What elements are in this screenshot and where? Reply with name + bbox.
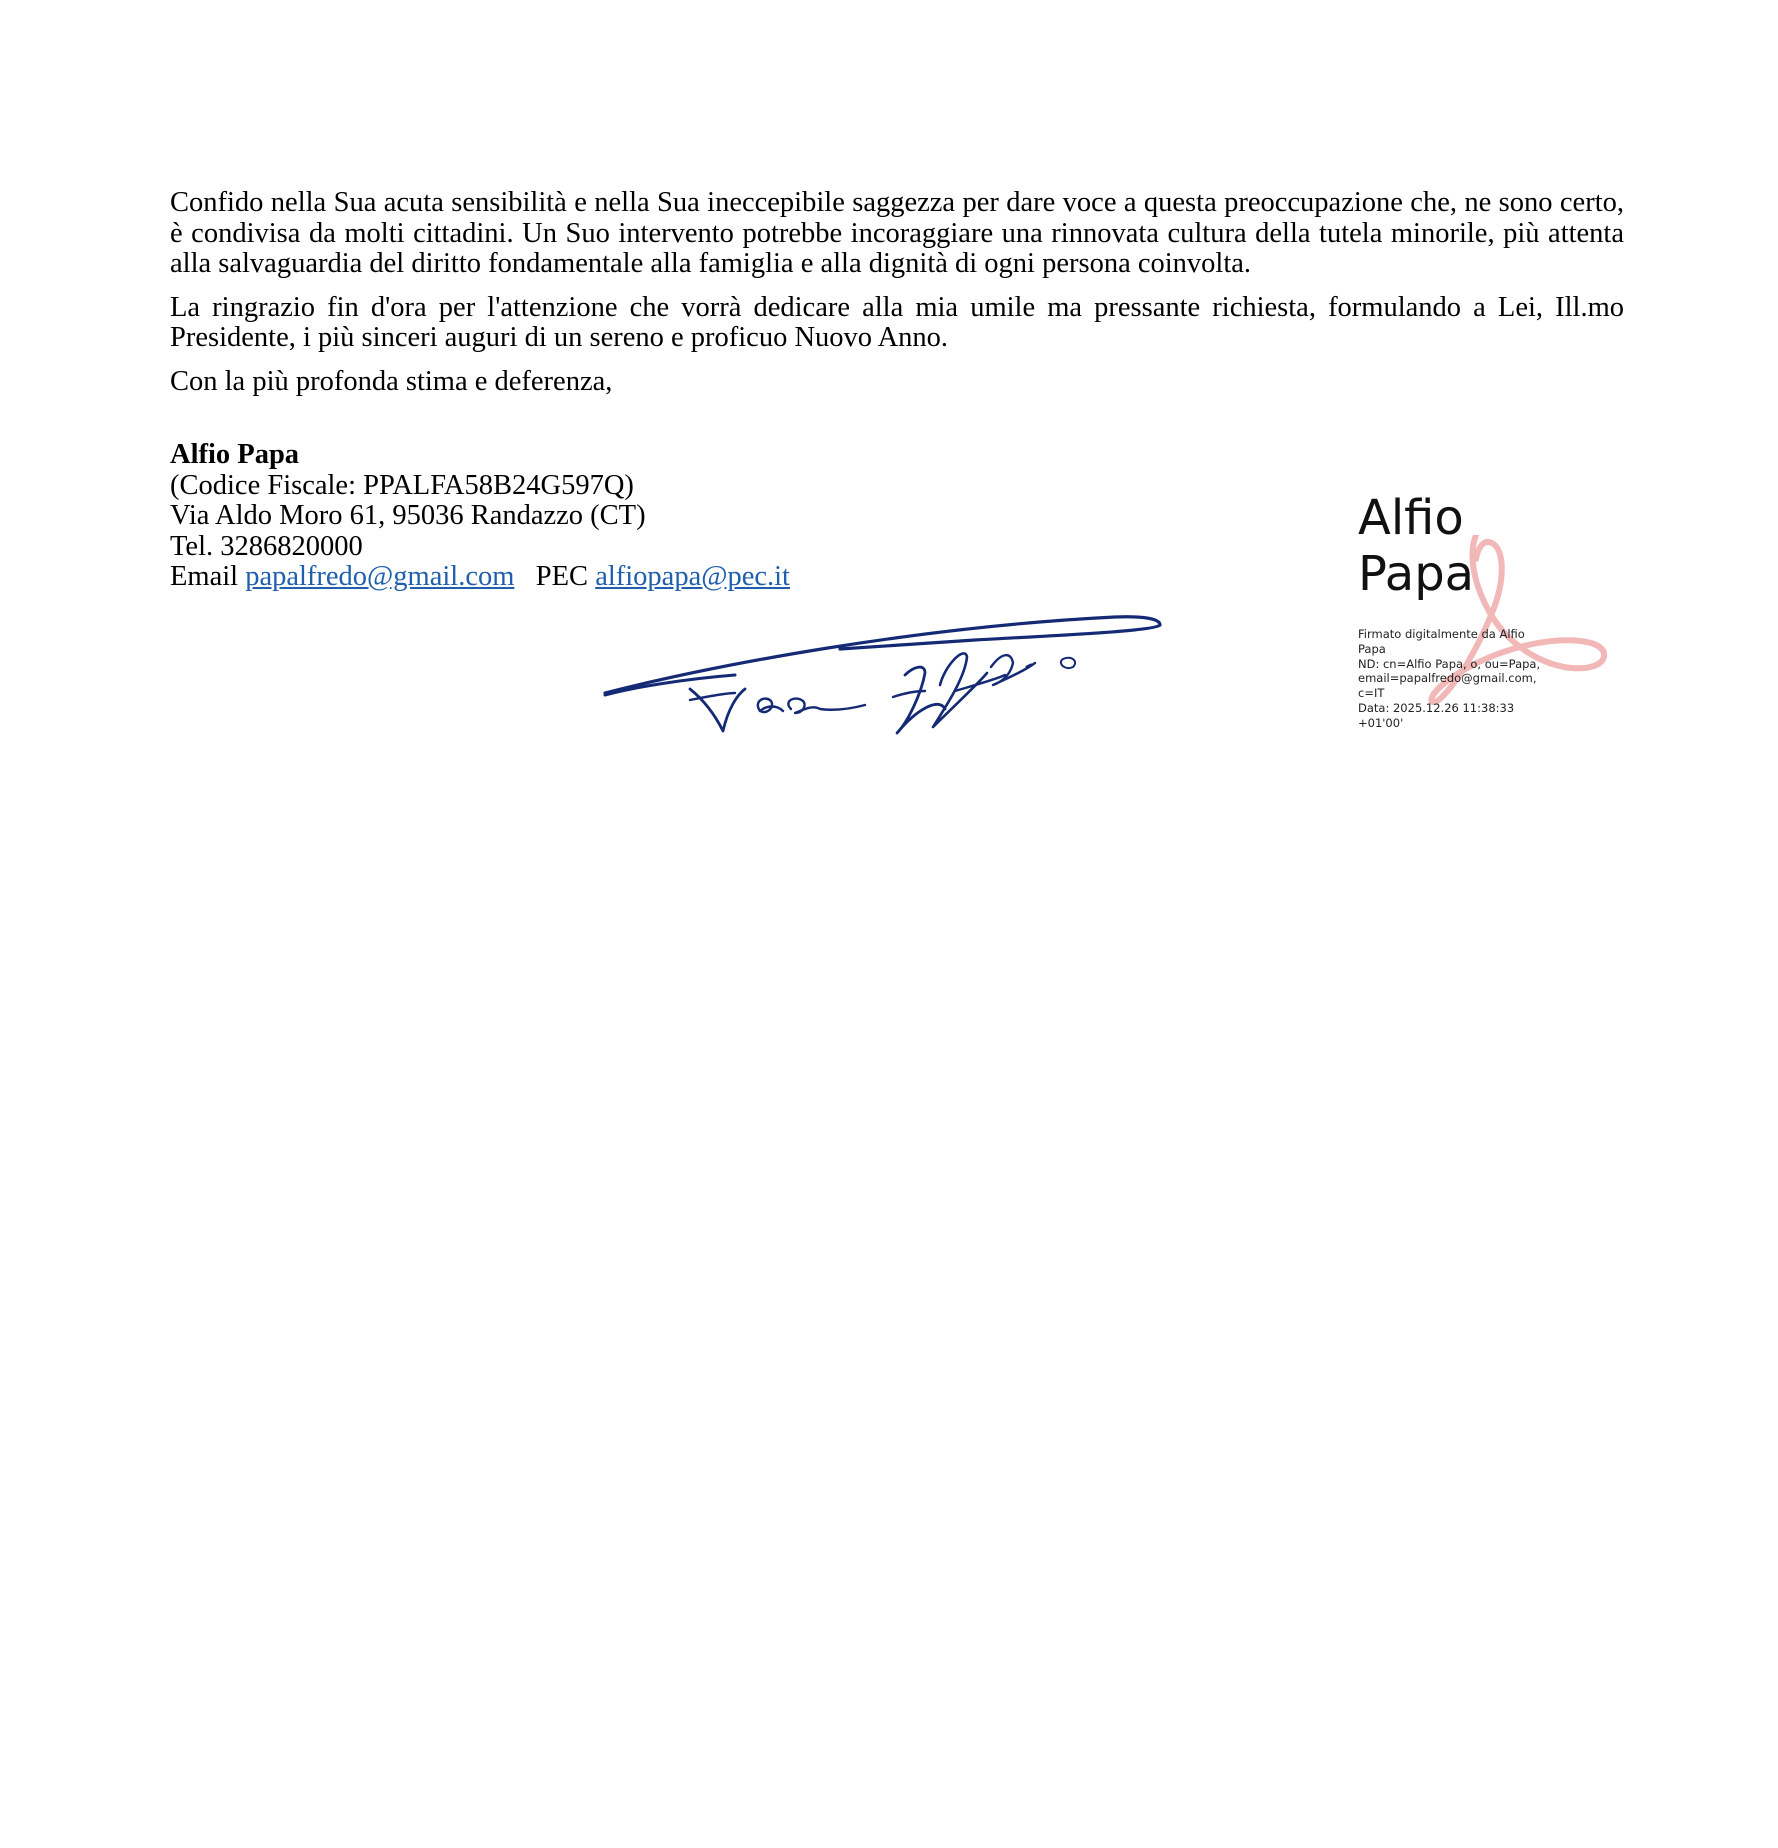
letter-body bbox=[170, 188, 1624, 411]
ds-detail-line: +01'00' bbox=[1358, 715, 1404, 730]
handwritten-signature bbox=[595, 605, 1295, 755]
pec-label: PEC bbox=[535, 561, 589, 592]
email-label: Email bbox=[170, 561, 239, 592]
fiscal-code: (Codice Fiscale: PPALFA58B24G597Q) bbox=[170, 469, 634, 501]
digital-signature-details bbox=[1358, 627, 1603, 731]
ds-detail-line: Firmato digitalmente da Alfio bbox=[1358, 627, 1525, 641]
contact-line bbox=[170, 562, 790, 593]
paragraph-1: Confido nella Sua acuta sensibilità e nella Sua ineccepibile saggezza per dare voce a questa preoccupazione che, ne sono certo, è condivisa da molti cittadini. Un Suo intervento potrebbe incoraggiare una rinnovata cultura della tutela minorile, più attenta alla salvaguardia del diritto fondamentale alla famiglia e alla dignità di ogni persona coinvolta. bbox=[170, 187, 1624, 279]
ds-detail-line: Data: 2025.12.26 11:38:33 bbox=[1358, 700, 1515, 715]
digital-signature-stamp bbox=[1358, 490, 1618, 740]
pec-link[interactable]: alfiopapa@pec.it bbox=[595, 561, 790, 592]
ds-detail-line: Papa bbox=[1358, 641, 1386, 656]
signature-block bbox=[170, 440, 790, 593]
digital-signer-first-name: Alfio bbox=[1358, 490, 1464, 546]
ds-detail-line: email=papalfredo@gmail.com, bbox=[1358, 671, 1537, 686]
paragraph-2: La ringrazio fin d'ora per l'attenzione che vorrà dedicare alla mia umile ma pressante richiesta, formulando a Lei, Ill.mo Presidente, i più sinceri auguri di un sereno e proficuo Nuovo Anno. bbox=[170, 291, 1624, 353]
ds-detail-line: c=IT bbox=[1358, 686, 1385, 701]
closing-line: Con la più profonda stima e deferenza, bbox=[170, 365, 613, 397]
address: Via Aldo Moro 61, 95036 Randazzo (CT) bbox=[170, 500, 646, 531]
email-link[interactable]: papalfredo@gmail.com bbox=[245, 561, 515, 592]
phone: Tel. 3286820000 bbox=[170, 530, 363, 562]
signer-name: Alfio Papa bbox=[170, 439, 300, 470]
ds-detail-line: ND: cn=Alfio Papa, o, ou=Papa, bbox=[1358, 656, 1541, 671]
digital-signer-name bbox=[1358, 490, 1474, 602]
digital-signer-last-name: Papa bbox=[1358, 546, 1475, 602]
